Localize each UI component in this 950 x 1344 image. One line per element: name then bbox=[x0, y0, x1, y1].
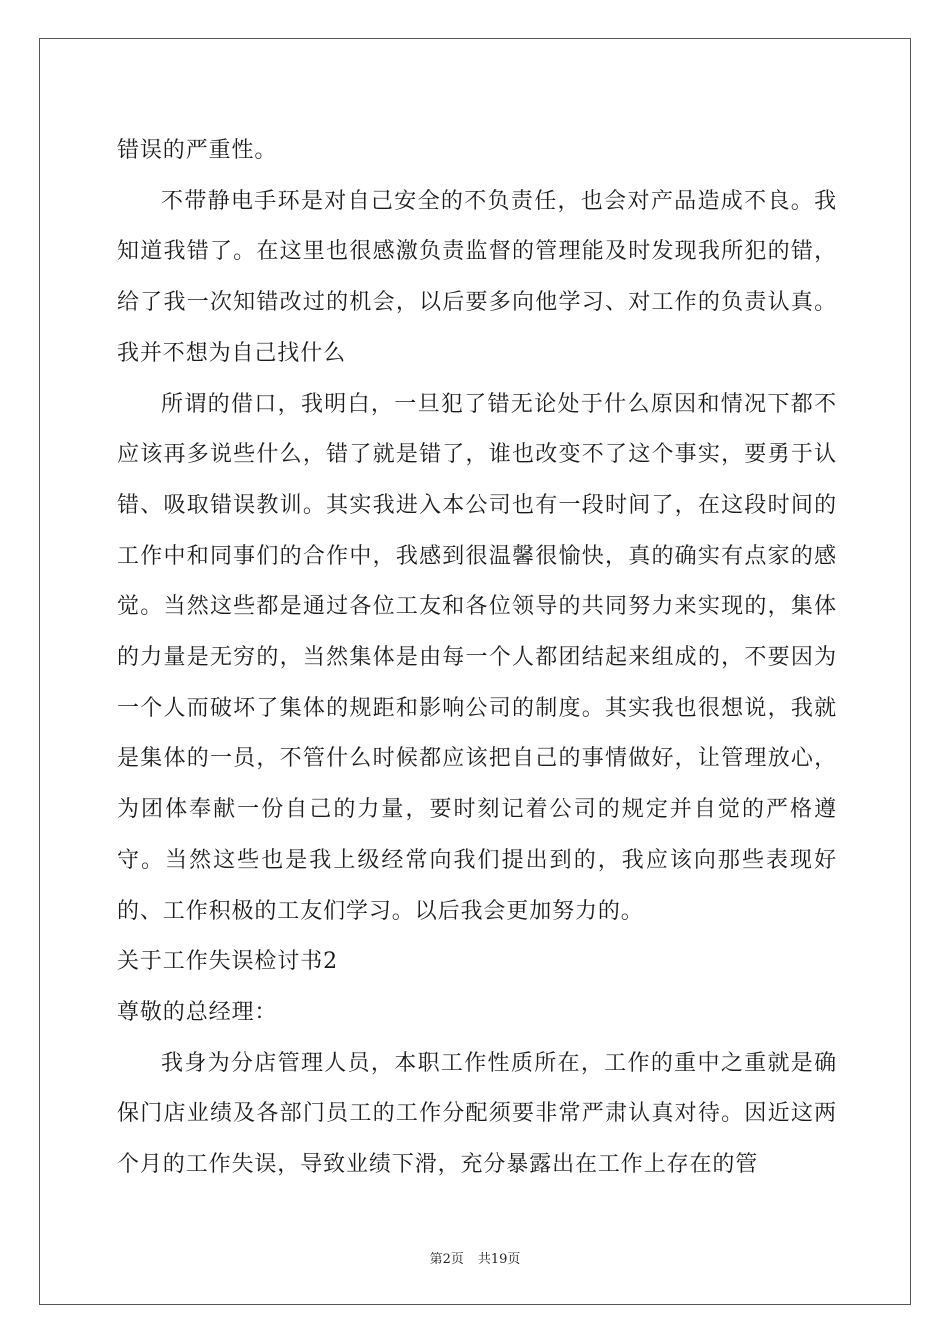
salutation: 尊敬的总经理： bbox=[117, 999, 278, 1025]
page-total: 共19页 bbox=[477, 1252, 521, 1267]
document-body bbox=[117, 126, 837, 1191]
paragraph: 我身为分店管理人员，本职工作性质所在，工作的重中之重就是确保门店业绩及各部门员工的工作分配须要非常严肃认真对待。因近这两个月的工作失误，导致业绩下滑，充分暴露出在工作上存在的管 bbox=[117, 1050, 837, 1178]
paragraph: 不带静电手环是对自己安全的不负责任，也会对产品造成不良。我知道我错了。在这里也很感激负责监督的管理能及时发现我所犯的错，给了我一次知错改过的机会，以后要多向他学习、对工作的负责认真。我并不想为自己找什么 bbox=[117, 188, 837, 366]
page-footer bbox=[0, 1248, 950, 1267]
page-number: 第2页 bbox=[429, 1252, 464, 1267]
paragraph: 错误的严重性。 bbox=[117, 138, 278, 163]
section-heading: 关于工作失误检讨书2 bbox=[117, 949, 338, 975]
paragraph: 所谓的借口，我明白，一旦犯了错无论处于什么原因和情况下都不应该再多说些什么，错了就是错了，谁也改变不了这个事实，要勇于认错、吸取错误教训。其实我进入本公司也有一段时间了，在这段时间的工作中和同事们的合作中，我感到很温馨很愉快，真的确实有点家的感觉。当然这些都是通过各位工友和各位领导的共同努力来实现的，集体的力量是无穷的，当然集体是由每一个人都团结起来组成的，不要因为一个人而破坏了集体的规距和影响公司的制度。其实我也很想说，我就是集体的一员，不管什么时候都应该把自己的事情做好，让管理放心，为团体奉献一份自己的力量，要时刻记着公司的规定并自觉的严格遵守。当然这些也是我上级经常向我们提出到的，我应该向那些表现好的、工作积极的工友们学习。以后我会更加努力的。 bbox=[117, 391, 837, 924]
